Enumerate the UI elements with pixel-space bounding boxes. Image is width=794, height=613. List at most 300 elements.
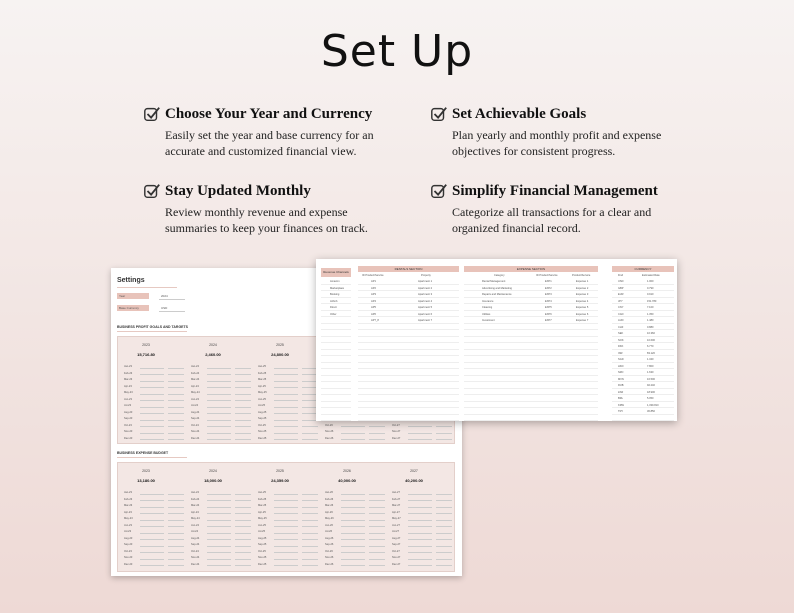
value-cell	[436, 535, 452, 540]
value-cell	[140, 403, 164, 408]
currency-code: GBP	[618, 286, 624, 290]
currency-rate: 16.500	[647, 377, 655, 381]
month-label: Nov-26	[325, 430, 334, 433]
value-cell	[436, 429, 452, 434]
grid-line	[358, 329, 459, 330]
month-label: Mar-26	[325, 504, 334, 507]
month-label: Nov-24	[191, 556, 200, 559]
grid-line	[612, 362, 674, 363]
expense-id: EXP3	[545, 293, 552, 296]
expense-product: Expense 7	[576, 319, 589, 322]
month-label: Apr-24	[191, 510, 199, 514]
value-cell	[408, 535, 432, 540]
grid-line	[321, 388, 351, 389]
value-cell	[341, 435, 365, 440]
value-cell	[235, 435, 251, 440]
revenue-channel: Airbnb	[330, 299, 338, 303]
expense-id: EXP1	[545, 280, 552, 283]
feature-description-1: Plan yearly and monthly profit and expense	[452, 128, 662, 142]
grid-line	[464, 362, 598, 363]
value-cell	[302, 561, 318, 566]
month-label: Aug-23	[124, 410, 133, 414]
currency-code: MXN	[618, 377, 624, 381]
expense-category: Utilities	[482, 312, 491, 316]
year-total: 15,716.80	[137, 352, 155, 357]
value-cell	[369, 490, 385, 495]
value-cell	[274, 422, 298, 427]
month-label: Jun-27	[392, 523, 400, 527]
feature-description-1: Review monthly revenue and expense	[165, 205, 348, 219]
grid-line	[321, 342, 351, 343]
month-label: Aug-26	[325, 536, 334, 540]
value-cell	[140, 364, 164, 369]
expense-product: Expense 1	[576, 280, 589, 283]
month-label: Feb-27	[392, 497, 401, 501]
value-cell	[436, 555, 452, 560]
month-label: Jul-23	[124, 530, 132, 533]
value-cell	[168, 503, 184, 508]
value-cell	[235, 503, 251, 508]
value-cell	[168, 377, 184, 382]
value-cell	[408, 529, 432, 534]
month-label: Mar-25	[258, 378, 267, 381]
grid-line	[612, 284, 674, 285]
month-label: Mar-27	[392, 504, 401, 507]
value-cell	[436, 503, 452, 508]
value-cell	[274, 435, 298, 440]
value-cell	[207, 403, 231, 408]
rental-property: Apartment 5	[418, 306, 433, 309]
value-cell	[408, 561, 432, 566]
grid-line	[321, 368, 351, 369]
value-cell	[235, 429, 251, 434]
year-heading: 2027	[410, 469, 418, 473]
value-cell	[235, 370, 251, 375]
grid-line	[321, 336, 351, 337]
rental-id: AP1	[371, 280, 376, 283]
currency-rate: 18.900	[647, 390, 655, 394]
month-label: Dec-24	[191, 436, 200, 440]
currency-code: DKK	[618, 345, 624, 348]
revenue-channels-header: Revenue Channels	[321, 268, 351, 277]
grid-line	[321, 420, 351, 421]
value-cell	[207, 509, 231, 514]
rental-property: Apartment 4	[418, 299, 433, 303]
value-cell	[235, 390, 251, 395]
value-cell	[207, 429, 231, 434]
month-label: Jun-23	[124, 397, 132, 401]
value-cell	[408, 490, 432, 495]
value-cell	[408, 503, 432, 508]
grid-line	[612, 336, 674, 337]
month-label: Sep-24	[191, 543, 200, 546]
month-label: May-24	[191, 517, 200, 520]
grid-line	[464, 388, 598, 389]
grid-line	[612, 355, 674, 356]
grid-line	[321, 316, 351, 317]
currency-rate: 5.050	[647, 397, 654, 400]
month-label: Dec-26	[325, 436, 334, 440]
expense-category: Repairs and Maintenance	[482, 293, 512, 296]
value-cell	[274, 496, 298, 501]
value-cell	[235, 396, 251, 401]
feature-description-2: organized financial record.	[452, 221, 581, 235]
value-cell	[408, 522, 432, 527]
month-label: Jul-23	[124, 404, 132, 407]
currency-code: JPY	[618, 299, 623, 303]
value-cell	[369, 422, 385, 427]
rental-property: Apartment 7	[418, 319, 433, 322]
revenue-channel: Amazon	[330, 280, 340, 283]
value-cell	[274, 416, 298, 421]
currency-rate: 83.120	[647, 351, 655, 355]
value-cell	[235, 383, 251, 388]
month-label: Nov-23	[124, 430, 133, 433]
currency-code: ZAR	[618, 390, 624, 394]
value-cell	[235, 422, 251, 427]
value-cell	[341, 522, 365, 527]
grid-line	[612, 316, 674, 317]
month-label: Nov-23	[124, 556, 133, 559]
value-cell	[302, 496, 318, 501]
value-cell	[408, 542, 432, 547]
grid-line	[612, 420, 674, 421]
value-cell	[207, 396, 231, 401]
feature-goals	[430, 105, 680, 159]
grid-line	[321, 381, 351, 382]
month-label: Jul-27	[392, 530, 400, 533]
month-label: Jan-24	[191, 491, 199, 494]
month-label: Sep-27	[392, 543, 401, 546]
month-label: Apr-24	[191, 384, 199, 388]
grid-line	[321, 375, 351, 376]
year-heading: 2023	[142, 343, 150, 347]
currency-code: RUB	[618, 384, 624, 387]
month-label: Sep-23	[124, 543, 133, 546]
grid-line	[321, 290, 351, 291]
currency-code: AUD	[618, 319, 624, 322]
month-label: May-25	[258, 391, 267, 394]
checkmark-icon	[430, 105, 448, 123]
grid-line	[358, 362, 459, 363]
grid-line	[612, 388, 674, 389]
grid-line	[358, 316, 459, 317]
value-cell	[207, 416, 231, 421]
value-cell	[341, 548, 365, 553]
value-cell	[207, 522, 231, 527]
currency-rate: 1.350	[647, 312, 654, 316]
month-label: Feb-24	[191, 371, 200, 375]
value-cell	[168, 429, 184, 434]
value-cell	[207, 516, 231, 521]
currency-rate: 0.910	[647, 293, 654, 296]
value-cell	[369, 535, 385, 540]
value-cell	[140, 535, 164, 540]
expense-id: EXP2	[545, 286, 552, 290]
month-label: Sep-25	[258, 417, 267, 420]
month-label: Apr-23	[124, 384, 132, 388]
grid-line	[321, 297, 351, 298]
value-cell	[235, 548, 251, 553]
grid-line	[358, 414, 459, 415]
value-cell	[302, 542, 318, 547]
grid-line	[612, 368, 674, 369]
value-cell	[408, 429, 432, 434]
currency-header: CURRENCY	[612, 266, 674, 272]
year-total: 13,180.00	[137, 478, 155, 483]
month-label: Sep-23	[124, 417, 133, 420]
month-label: Dec-27	[392, 436, 401, 440]
checkmark-icon	[143, 182, 161, 200]
value-cell	[168, 435, 184, 440]
value-cell	[302, 503, 318, 508]
currency-rate: 1.480	[647, 319, 654, 322]
value-cell	[168, 561, 184, 566]
value-cell	[140, 516, 164, 521]
value-cell	[436, 542, 452, 547]
month-label: May-27	[392, 517, 401, 520]
month-label: Oct-26	[325, 549, 333, 553]
value-cell	[140, 435, 164, 440]
rental-id: AP2	[371, 286, 376, 290]
value-cell	[341, 422, 365, 427]
value-cell	[341, 509, 365, 514]
value-cell	[341, 555, 365, 560]
value-cell	[235, 509, 251, 514]
month-label: May-26	[325, 517, 334, 520]
grid-line	[321, 414, 351, 415]
lists-sheet	[316, 259, 677, 421]
value-cell	[274, 396, 298, 401]
rental-id: AP3	[371, 293, 376, 296]
value-cell	[207, 377, 231, 382]
grid-line	[358, 290, 459, 291]
year-select[interactable]: 2024	[161, 294, 168, 298]
value-cell	[235, 516, 251, 521]
value-cell	[302, 422, 318, 427]
month-label: Oct-23	[124, 549, 132, 553]
grid-line	[464, 355, 598, 356]
grid-line	[464, 310, 598, 311]
value-cell	[274, 490, 298, 495]
month-label: Dec-23	[124, 436, 133, 440]
value-cell	[207, 529, 231, 534]
month-label: Nov-25	[258, 556, 267, 559]
value-cell	[274, 548, 298, 553]
expense-id: EXP7	[545, 319, 552, 322]
grid-line	[612, 342, 674, 343]
currency-rate: 1.630	[647, 371, 654, 374]
month-label: Feb-23	[124, 497, 133, 501]
value-cell	[168, 509, 184, 514]
value-cell	[341, 529, 365, 534]
currency-code: HKD	[618, 364, 624, 368]
value-cell	[274, 509, 298, 514]
month-label: Oct-25	[258, 423, 266, 427]
value-cell	[140, 396, 164, 401]
value-cell	[436, 548, 452, 553]
currency-code: EUR	[618, 293, 624, 296]
grid-line	[358, 284, 459, 285]
grid-line	[464, 297, 598, 298]
expense-product: Expense 6	[576, 312, 589, 316]
currency-rate: 1,339.810	[647, 403, 659, 407]
expense-id: EXP6	[545, 312, 552, 316]
value-cell	[235, 409, 251, 414]
month-label: Jul-25	[258, 530, 266, 533]
year-total: 2,460.00	[205, 352, 221, 357]
value-cell	[341, 429, 365, 434]
value-cell	[140, 490, 164, 495]
grid-line	[612, 394, 674, 395]
value-cell	[168, 555, 184, 560]
grid-line	[321, 310, 351, 311]
year-total: 24,800.00	[271, 352, 289, 357]
grid-line	[358, 349, 459, 350]
value-cell	[140, 548, 164, 553]
expense-id: EXP5	[545, 306, 552, 309]
value-cell	[168, 516, 184, 521]
value-cell	[274, 516, 298, 521]
month-label: Dec-26	[325, 562, 334, 566]
currency-rate: 7.100	[647, 306, 654, 309]
year-total: 40,200.00	[405, 478, 423, 483]
expense-product: Expense 4	[576, 299, 589, 303]
grid-line	[358, 355, 459, 356]
month-label: Oct-27	[392, 549, 400, 553]
value-cell	[274, 370, 298, 375]
month-label: Feb-25	[258, 497, 267, 501]
revenue-channel: Booking	[330, 293, 340, 296]
value-cell	[369, 561, 385, 566]
value-cell	[168, 396, 184, 401]
value-cell	[207, 390, 231, 395]
grid-line	[358, 342, 459, 343]
value-cell	[274, 383, 298, 388]
month-label: Feb-24	[191, 497, 200, 501]
month-label: Dec-25	[258, 562, 267, 566]
value-cell	[207, 542, 231, 547]
value-cell	[140, 561, 164, 566]
grid-line	[612, 414, 674, 415]
value-cell	[140, 383, 164, 388]
value-cell	[436, 561, 452, 566]
year-total: 40,000.00	[338, 478, 356, 483]
value-cell	[140, 496, 164, 501]
month-label: Jul-24	[191, 404, 199, 407]
value-cell	[302, 509, 318, 514]
grid-line	[464, 375, 598, 376]
feature-heading: Stay Updated Monthly	[165, 182, 311, 199]
value-cell	[302, 555, 318, 560]
value-cell	[235, 377, 251, 382]
month-label: Jun-25	[258, 397, 266, 401]
expense-budget-panel	[117, 462, 455, 572]
month-label: Apr-23	[124, 510, 132, 514]
checkmark-icon	[430, 182, 448, 200]
expense-product: Expense 3	[576, 293, 589, 296]
currency-code: CAD	[618, 312, 624, 316]
month-label: Jul-26	[325, 530, 333, 533]
month-label: Nov-24	[191, 430, 200, 433]
month-label: Aug-27	[392, 536, 401, 540]
value-cell	[207, 383, 231, 388]
value-cell	[168, 390, 184, 395]
value-cell	[274, 522, 298, 527]
expense-id: EXP4	[545, 299, 552, 303]
value-cell	[140, 377, 164, 382]
value-cell	[302, 490, 318, 495]
value-cell	[168, 422, 184, 427]
month-label: Jan-27	[392, 491, 400, 494]
grid-line	[358, 420, 459, 421]
month-label: Jan-26	[325, 491, 333, 494]
feature-description-1: Easily set the year and base currency for an	[165, 128, 374, 142]
month-label: Jan-23	[124, 491, 132, 494]
grid-line	[612, 401, 674, 402]
rental-property: Apartment 3	[418, 293, 433, 296]
month-label: Apr-27	[392, 510, 400, 514]
month-label: Mar-24	[191, 504, 200, 507]
value-cell	[436, 496, 452, 501]
rental-id: AP7_8	[371, 319, 379, 322]
rental-property: Apartment 2	[418, 286, 433, 290]
grid-line	[321, 323, 351, 324]
value-cell	[274, 555, 298, 560]
value-cell	[168, 409, 184, 414]
month-label: Nov-25	[258, 430, 267, 433]
value-cell	[436, 422, 452, 427]
value-cell	[408, 496, 432, 501]
month-label: Jun-26	[325, 523, 333, 527]
value-cell	[369, 435, 385, 440]
month-label: Jun-24	[191, 397, 199, 401]
value-cell	[140, 555, 164, 560]
currency-code: INR	[618, 351, 623, 355]
year-heading: 2025	[276, 343, 284, 347]
currency-code: SEK	[618, 332, 624, 335]
value-cell	[168, 370, 184, 375]
currency-rate: 92.240	[647, 384, 655, 387]
grid-line	[358, 336, 459, 337]
value-cell	[302, 548, 318, 553]
month-label: Jan-24	[191, 365, 199, 368]
currency-code: NZD	[618, 371, 624, 374]
checkmark-icon	[143, 105, 161, 123]
month-label: Aug-24	[191, 536, 200, 540]
value-cell	[369, 529, 385, 534]
currency-select[interactable]: USD	[161, 306, 168, 310]
value-cell	[369, 503, 385, 508]
month-label: Aug-25	[258, 536, 267, 540]
value-cell	[168, 403, 184, 408]
currency-code: USD	[618, 280, 624, 283]
feature-management	[430, 182, 680, 236]
value-cell	[341, 490, 365, 495]
value-cell	[302, 516, 318, 521]
expense-section-title: BUSINESS EXPENSE BUDGET	[117, 451, 169, 455]
month-label: Sep-25	[258, 543, 267, 546]
value-cell	[408, 548, 432, 553]
value-cell	[235, 529, 251, 534]
month-label: Apr-26	[325, 510, 333, 514]
feature-heading: Simplify Financial Management	[452, 182, 658, 199]
year-heading: 2026	[343, 469, 351, 473]
value-cell	[140, 542, 164, 547]
grid-line	[321, 329, 351, 330]
feature-description-2: accurate and customized financial view.	[165, 144, 357, 158]
feature-monthly	[143, 182, 393, 236]
